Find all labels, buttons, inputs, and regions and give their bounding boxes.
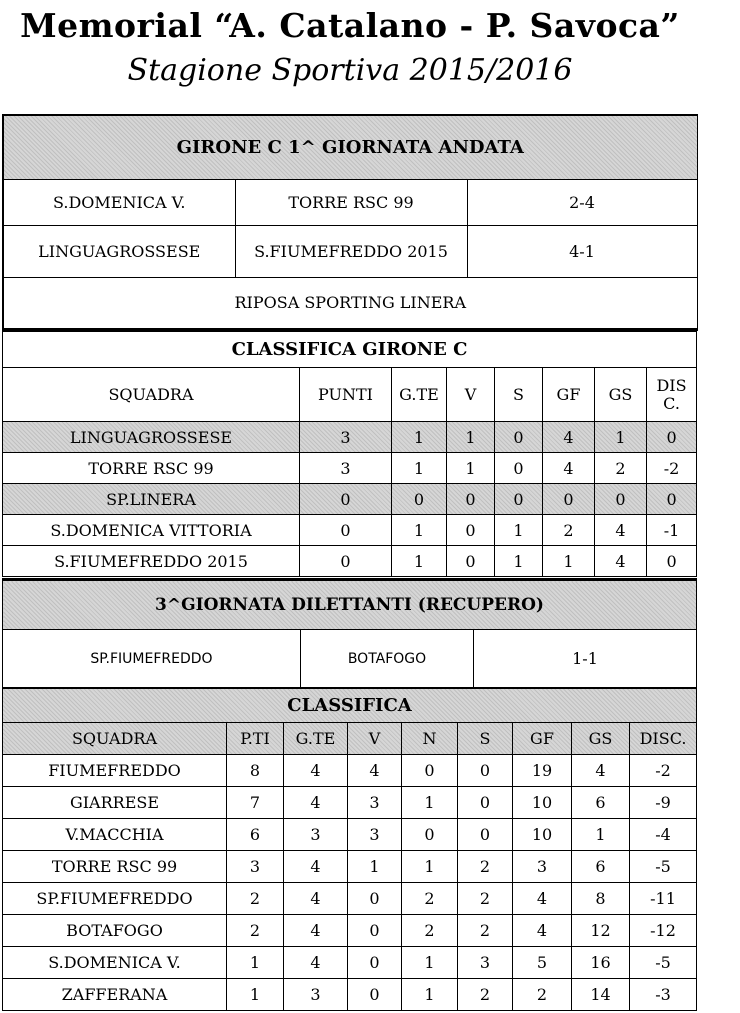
page-title: Memorial “A. Catalano - P. Savoca” bbox=[20, 6, 680, 45]
classifica-header-row bbox=[3, 723, 697, 755]
stat-cell: 1 bbox=[543, 546, 595, 577]
stat-cell: 8 bbox=[572, 883, 630, 915]
match-away-team: TORRE RSC 99 bbox=[235, 179, 467, 225]
team-name: TORRE RSC 99 bbox=[3, 851, 227, 883]
stat-cell: 10 bbox=[513, 787, 572, 819]
stat-cell: 0 bbox=[447, 546, 495, 577]
match-score: 1-1 bbox=[474, 630, 697, 688]
stat-cell: 1 bbox=[392, 546, 447, 577]
classifica-girone-c-table bbox=[2, 331, 697, 577]
stat-cell: 3 bbox=[300, 422, 392, 453]
stat-cell: 4 bbox=[513, 883, 572, 915]
stat-cell: 0 bbox=[300, 515, 392, 546]
classifica-c-header-row bbox=[3, 368, 697, 422]
stat-cell: 1 bbox=[392, 453, 447, 484]
page-subtitle: Stagione Sportiva 2015/2016 bbox=[127, 53, 573, 88]
column-header: GS bbox=[572, 723, 630, 755]
stat-cell: 1 bbox=[495, 546, 543, 577]
stat-cell: 6 bbox=[572, 787, 630, 819]
stat-cell: 2 bbox=[402, 915, 458, 947]
stat-cell: 19 bbox=[513, 755, 572, 787]
stat-cell: 0 bbox=[300, 546, 392, 577]
stat-cell: 2 bbox=[227, 883, 284, 915]
team-name: BOTAFOGO bbox=[3, 915, 227, 947]
dilettanti-title-row bbox=[3, 580, 697, 630]
stat-cell: -1 bbox=[647, 515, 697, 546]
stat-cell: 4 bbox=[284, 915, 348, 947]
team-name: S.DOMENICA VITTORIA bbox=[3, 515, 300, 546]
table-row bbox=[3, 546, 697, 577]
match-away-team: S.FIUMEFREDDO 2015 bbox=[235, 225, 467, 277]
stat-cell: 3 bbox=[348, 787, 402, 819]
column-header: V bbox=[447, 368, 495, 422]
stat-cell: -2 bbox=[630, 755, 697, 787]
stat-cell: 3 bbox=[458, 947, 513, 979]
stat-cell: 4 bbox=[595, 515, 647, 546]
stat-cell: 2 bbox=[595, 453, 647, 484]
column-header: P.TI bbox=[227, 723, 284, 755]
column-header: SQUADRA bbox=[3, 368, 300, 422]
team-name: S.FIUMEFREDDO 2015 bbox=[3, 546, 300, 577]
stat-cell: 0 bbox=[348, 915, 402, 947]
stat-cell: -11 bbox=[630, 883, 697, 915]
stat-cell: 4 bbox=[595, 546, 647, 577]
column-header: G.TE bbox=[392, 368, 447, 422]
stat-cell: 10 bbox=[513, 819, 572, 851]
team-name: S.DOMENICA V. bbox=[3, 947, 227, 979]
stat-cell: -9 bbox=[630, 787, 697, 819]
stat-cell: 6 bbox=[572, 851, 630, 883]
classifica-c-title-row bbox=[3, 332, 697, 368]
stat-cell: 0 bbox=[348, 883, 402, 915]
stat-cell: 1 bbox=[495, 515, 543, 546]
dilettanti-title: 3^GIORNATA DILETTANTI (RECUPERO) bbox=[3, 580, 697, 630]
stat-cell: 0 bbox=[647, 546, 697, 577]
stat-cell: 2 bbox=[227, 915, 284, 947]
stat-cell: 1 bbox=[392, 515, 447, 546]
table-row bbox=[3, 979, 697, 1011]
stat-cell: 4 bbox=[284, 947, 348, 979]
classifica-c-title: CLASSIFICA GIRONE C bbox=[3, 332, 697, 368]
stat-cell: 4 bbox=[284, 755, 348, 787]
stat-cell: 0 bbox=[348, 947, 402, 979]
table-row bbox=[3, 851, 697, 883]
table-row bbox=[3, 883, 697, 915]
stat-cell: 0 bbox=[458, 819, 513, 851]
match-away-team: BOTAFOGO bbox=[301, 630, 474, 688]
column-header: PUNTI bbox=[300, 368, 392, 422]
table-row bbox=[3, 422, 697, 453]
column-header: G.TE bbox=[284, 723, 348, 755]
match-home-team: SP.FIUMEFREDDO bbox=[3, 630, 301, 688]
girone-c-matches-table bbox=[2, 114, 698, 331]
classifica-title-row bbox=[3, 689, 697, 723]
column-header: DIS C. bbox=[647, 368, 697, 422]
stat-cell: -3 bbox=[630, 979, 697, 1011]
column-header: GF bbox=[513, 723, 572, 755]
column-header: GF bbox=[543, 368, 595, 422]
match-score: 2-4 bbox=[467, 179, 697, 225]
stat-cell: 1 bbox=[447, 453, 495, 484]
stat-cell: 2 bbox=[513, 979, 572, 1011]
column-header: S bbox=[458, 723, 513, 755]
column-header: SQUADRA bbox=[3, 723, 227, 755]
stat-cell: 0 bbox=[495, 453, 543, 484]
stat-cell: 3 bbox=[284, 819, 348, 851]
table-row bbox=[3, 947, 697, 979]
girone-title-row bbox=[3, 115, 697, 179]
stat-cell: 0 bbox=[458, 787, 513, 819]
team-name: ZAFFERANA bbox=[3, 979, 227, 1011]
column-header: GS bbox=[595, 368, 647, 422]
stat-cell: 1 bbox=[572, 819, 630, 851]
stat-cell: 0 bbox=[495, 422, 543, 453]
stat-cell: 4 bbox=[543, 422, 595, 453]
match-row bbox=[3, 179, 697, 225]
rest-row bbox=[3, 277, 697, 329]
stat-cell: 0 bbox=[447, 515, 495, 546]
stat-cell: 2 bbox=[458, 883, 513, 915]
team-name: V.MACCHIA bbox=[3, 819, 227, 851]
column-header: DISC. bbox=[630, 723, 697, 755]
team-name: GIARRESE bbox=[3, 787, 227, 819]
table-row bbox=[3, 787, 697, 819]
classifica-title: CLASSIFICA bbox=[3, 689, 697, 723]
dilettanti-match-table bbox=[2, 578, 697, 688]
stat-cell: 0 bbox=[543, 484, 595, 515]
stat-cell: 4 bbox=[284, 787, 348, 819]
stat-cell: 4 bbox=[348, 755, 402, 787]
column-header: V bbox=[348, 723, 402, 755]
stat-cell: 1 bbox=[402, 851, 458, 883]
team-name: SP.FIUMEFREDDO bbox=[3, 883, 227, 915]
rest-note: RIPOSA SPORTING LINERA bbox=[3, 277, 697, 329]
stat-cell: 1 bbox=[402, 947, 458, 979]
stat-cell: 1 bbox=[227, 979, 284, 1011]
stat-cell: 0 bbox=[495, 484, 543, 515]
table-row bbox=[3, 484, 697, 515]
stat-cell: 1 bbox=[402, 787, 458, 819]
stat-cell: 0 bbox=[392, 484, 447, 515]
stat-cell: 0 bbox=[402, 755, 458, 787]
stat-cell: 4 bbox=[513, 915, 572, 947]
stat-cell: 4 bbox=[572, 755, 630, 787]
stat-cell: 12 bbox=[572, 915, 630, 947]
stat-cell: 6 bbox=[227, 819, 284, 851]
stat-cell: 16 bbox=[572, 947, 630, 979]
classifica-table bbox=[2, 688, 697, 1011]
stat-cell: -12 bbox=[630, 915, 697, 947]
stat-cell: 0 bbox=[647, 422, 697, 453]
stat-cell: 3 bbox=[227, 851, 284, 883]
stat-cell: 1 bbox=[595, 422, 647, 453]
stat-cell: 2 bbox=[543, 515, 595, 546]
girone-title: GIRONE C 1^ GIORNATA ANDATA bbox=[3, 115, 697, 179]
stat-cell: 14 bbox=[572, 979, 630, 1011]
stat-cell: -5 bbox=[630, 851, 697, 883]
stat-cell: 5 bbox=[513, 947, 572, 979]
table-row bbox=[3, 453, 697, 484]
match-score: 4-1 bbox=[467, 225, 697, 277]
stat-cell: 0 bbox=[447, 484, 495, 515]
stat-cell: 2 bbox=[458, 979, 513, 1011]
table-row bbox=[3, 515, 697, 546]
team-name: FIUMEFREDDO bbox=[3, 755, 227, 787]
match-row bbox=[3, 630, 697, 688]
match-home-team: S.DOMENICA V. bbox=[3, 179, 235, 225]
stat-cell: 0 bbox=[300, 484, 392, 515]
stat-cell: 3 bbox=[513, 851, 572, 883]
stat-cell: 4 bbox=[284, 883, 348, 915]
stat-cell: 3 bbox=[348, 819, 402, 851]
stat-cell: 1 bbox=[447, 422, 495, 453]
stat-cell: 2 bbox=[458, 915, 513, 947]
stat-cell: 8 bbox=[227, 755, 284, 787]
stat-cell: 0 bbox=[348, 979, 402, 1011]
stat-cell: 4 bbox=[284, 851, 348, 883]
stat-cell: 2 bbox=[458, 851, 513, 883]
stat-cell: 4 bbox=[543, 453, 595, 484]
stat-cell: 1 bbox=[348, 851, 402, 883]
table-row bbox=[3, 819, 697, 851]
stat-cell: 0 bbox=[458, 755, 513, 787]
stat-cell: 2 bbox=[402, 883, 458, 915]
stat-cell: 0 bbox=[647, 484, 697, 515]
stat-cell: -2 bbox=[647, 453, 697, 484]
column-header: S bbox=[495, 368, 543, 422]
team-name: LINGUAGROSSESE bbox=[3, 422, 300, 453]
table-row bbox=[3, 755, 697, 787]
stat-cell: -4 bbox=[630, 819, 697, 851]
stat-cell: -5 bbox=[630, 947, 697, 979]
stat-cell: 3 bbox=[300, 453, 392, 484]
stat-cell: 0 bbox=[402, 819, 458, 851]
stat-cell: 1 bbox=[402, 979, 458, 1011]
stat-cell: 1 bbox=[227, 947, 284, 979]
stat-cell: 3 bbox=[284, 979, 348, 1011]
team-name: SP.LINERA bbox=[3, 484, 300, 515]
team-name: TORRE RSC 99 bbox=[3, 453, 300, 484]
table-row bbox=[3, 915, 697, 947]
match-home-team: LINGUAGROSSESE bbox=[3, 225, 235, 277]
stat-cell: 0 bbox=[595, 484, 647, 515]
match-row bbox=[3, 225, 697, 277]
stat-cell: 1 bbox=[392, 422, 447, 453]
column-header: N bbox=[402, 723, 458, 755]
stat-cell: 7 bbox=[227, 787, 284, 819]
